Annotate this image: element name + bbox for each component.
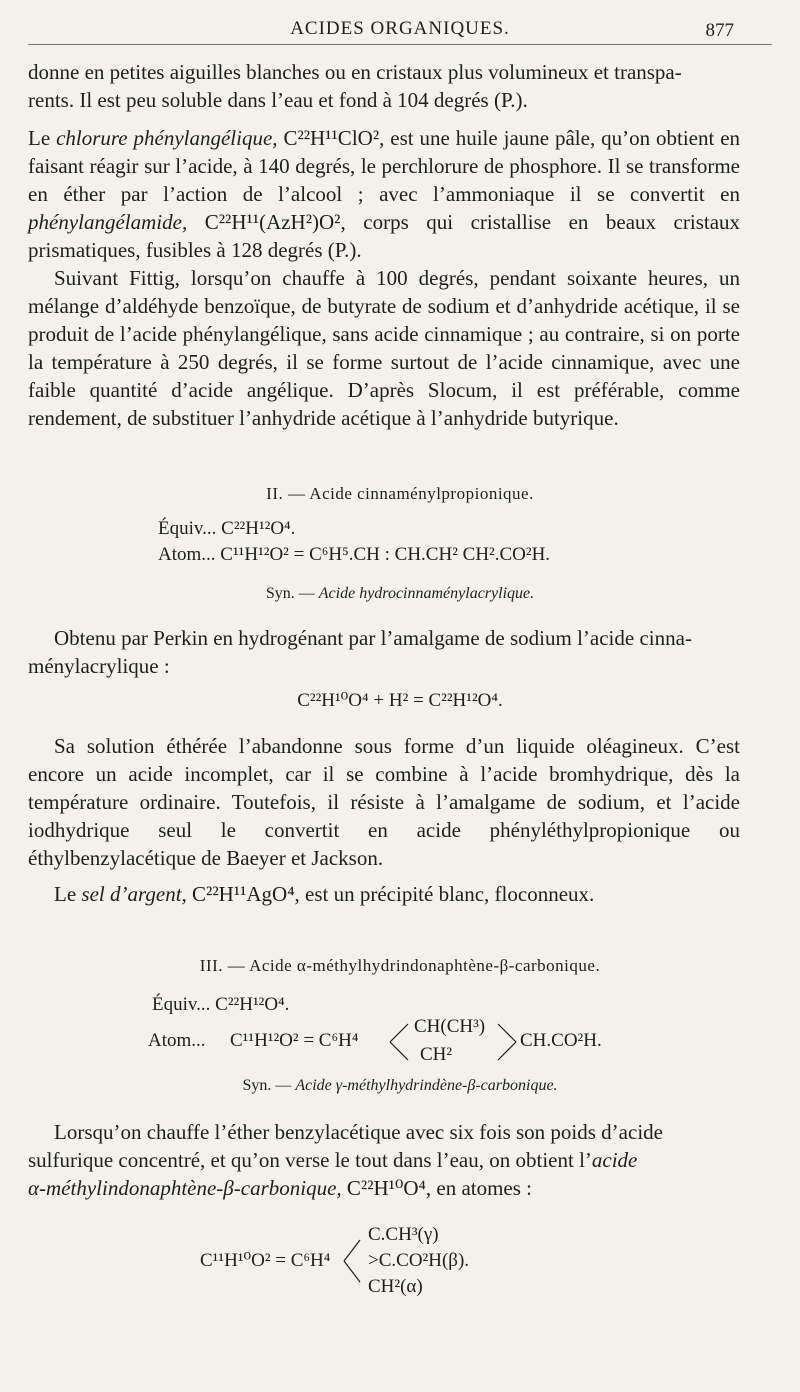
synonym-name: Acide hydrocinnaménylacrylique. xyxy=(318,585,535,602)
paragraph-sel-argent xyxy=(28,880,740,908)
paragraph-solution: Sa solution éthérée l’abandonne sous forme d’un liquide oléagineux. C’est encore un acide incomplet, car il se combine à l’acide bromhydrique, dès la température ordinaire. Toutefois, il résiste à l’amalgame de sodium, et l’acide iodhydrique seul le convertit en acide phényléthylpropionique ou éthylbenzylacétique de Baeyer et Jackson. xyxy=(28,734,740,870)
synonym-prefix: Syn. — xyxy=(265,585,315,602)
term-sel-argent: sel d’argent, xyxy=(81,882,187,906)
text-line xyxy=(28,1146,740,1174)
formula-inline: C²²H¹¹(AzH²)O², xyxy=(204,210,346,234)
term-acide: acide xyxy=(591,1148,638,1172)
atom-label: Atom... xyxy=(148,1030,206,1051)
running-title: ACIDES ORGANIQUES. xyxy=(290,18,510,39)
atom-left: C¹¹H¹²O² = C⁶H⁴ xyxy=(230,1030,359,1051)
text-line: Lorsqu’on chauffe l’éther benzylacétique avec six fois son poids d’acide xyxy=(54,1120,663,1144)
paragraph-continuation xyxy=(28,58,740,114)
text-line: rents. Il est peu soluble dans l’eau et fond à 104 degrés (P.). xyxy=(28,88,528,112)
text: C²²H¹⁰O⁴, en atomes : xyxy=(346,1176,533,1200)
synonym-iii xyxy=(0,1072,800,1100)
synonym-ii xyxy=(0,580,800,608)
synonym-name: Acide γ-méthylhydrindène-β-carbonique. xyxy=(295,1077,558,1094)
final-left: C¹¹H¹⁰O² = C⁶H⁴ xyxy=(200,1250,331,1271)
text: sulfurique concentré, et qu’on verse le tout dans l’eau, on obtient l’ xyxy=(28,1148,592,1172)
formula-atom-ii: Atom... C¹¹H¹²O² = C⁶H⁵.CH : CH.CH² CH².CO²H. xyxy=(158,544,551,565)
formula-final xyxy=(200,1218,620,1304)
paragraph-chlorure xyxy=(28,124,740,264)
text: est une huile jaune pâle, qu’on obtient en faisant réagir sur l’acide, à 140 degrés, le perchlorure de phosphore. Il se transforme en éther par l’action de l’alcool ; avec l’ammoniaque il se convertit en xyxy=(28,126,741,206)
atom-bottom-branch: CH² xyxy=(420,1044,453,1065)
final-middle: >C.CO²H(β). xyxy=(368,1250,470,1271)
text-line: donne en petites aiguilles blanches ou en cristaux plus volumineux et transpa- xyxy=(28,60,682,84)
formula-inline: C²²H¹¹ClO², xyxy=(283,126,385,150)
final-middle-text: C.CO²H(β). xyxy=(378,1250,470,1271)
paragraph-fittig: Suivant Fittig, lorsqu’on chauffe à 100 degrés, pendant soixante heures, un mélange d’aldéhyde benzoïque, de butyrate de sodium et d’anhydride acétique, il se produit de l’acide phénylangélique, sans acide cinnamique ; au contraire, si on porte la température à 250 degrés, il se forme surtout de l’acide cinnamique, avec une faible quantité d’acide angélique. D’après Slocum, il est préférable, comme rendement, de substituer l’anhydride acétique à l’anhydride butyrique. xyxy=(28,266,740,430)
text-line: ménylacrylique : xyxy=(28,654,170,678)
final-top: C.CH³(γ) xyxy=(368,1224,439,1245)
header-rule xyxy=(28,44,772,45)
reaction-equation: C²²H¹⁰O⁴ + H² = C²²H¹²O⁴. xyxy=(297,690,503,711)
text-line xyxy=(28,1174,740,1202)
text: corps qui cristallise en beaux cristaux prismatiques, fusibles à 128 degrés (P.). xyxy=(28,210,741,262)
running-header xyxy=(0,14,800,44)
section-heading-ii: II. — Acide cinnaménylpropionique. xyxy=(266,484,534,503)
text: C²²H¹¹AgO⁴, est un précipité blanc, floconneux. xyxy=(192,882,595,906)
page-number: 877 xyxy=(705,20,734,41)
term-chlorure-phenylangelique: chlorure phénylangélique, xyxy=(56,126,278,150)
final-bottom: CH²(α) xyxy=(368,1276,423,1297)
section-heading-iii: III. — Acide α-méthylhydrindonaphtène-β-carbonique. xyxy=(199,956,601,975)
paragraph-perkin xyxy=(28,624,740,680)
formula-equiv-ii: Équiv... C²²H¹²O⁴. xyxy=(158,518,296,539)
text: Le xyxy=(54,882,77,906)
formula-equiv-iii: Équiv... C²²H¹²O⁴. xyxy=(152,994,290,1015)
formula-atom-iii xyxy=(148,1012,768,1072)
atom-right: CH.CO²H. xyxy=(520,1030,602,1051)
term-phenylangelamide: phénylangélamide, xyxy=(28,210,188,234)
synonym-prefix: Syn. — xyxy=(242,1077,292,1094)
term-acide-name: α-méthylindonaphtène-β-carbonique, xyxy=(28,1176,342,1200)
atom-top-branch: CH(CH³) xyxy=(414,1016,486,1037)
text: Le xyxy=(28,126,51,150)
paragraph-ether-benzylacetique xyxy=(28,1118,740,1202)
text-line: Obtenu par Perkin en hydrogénant par l’amalgame de sodium l’acide cinna- xyxy=(54,626,692,650)
